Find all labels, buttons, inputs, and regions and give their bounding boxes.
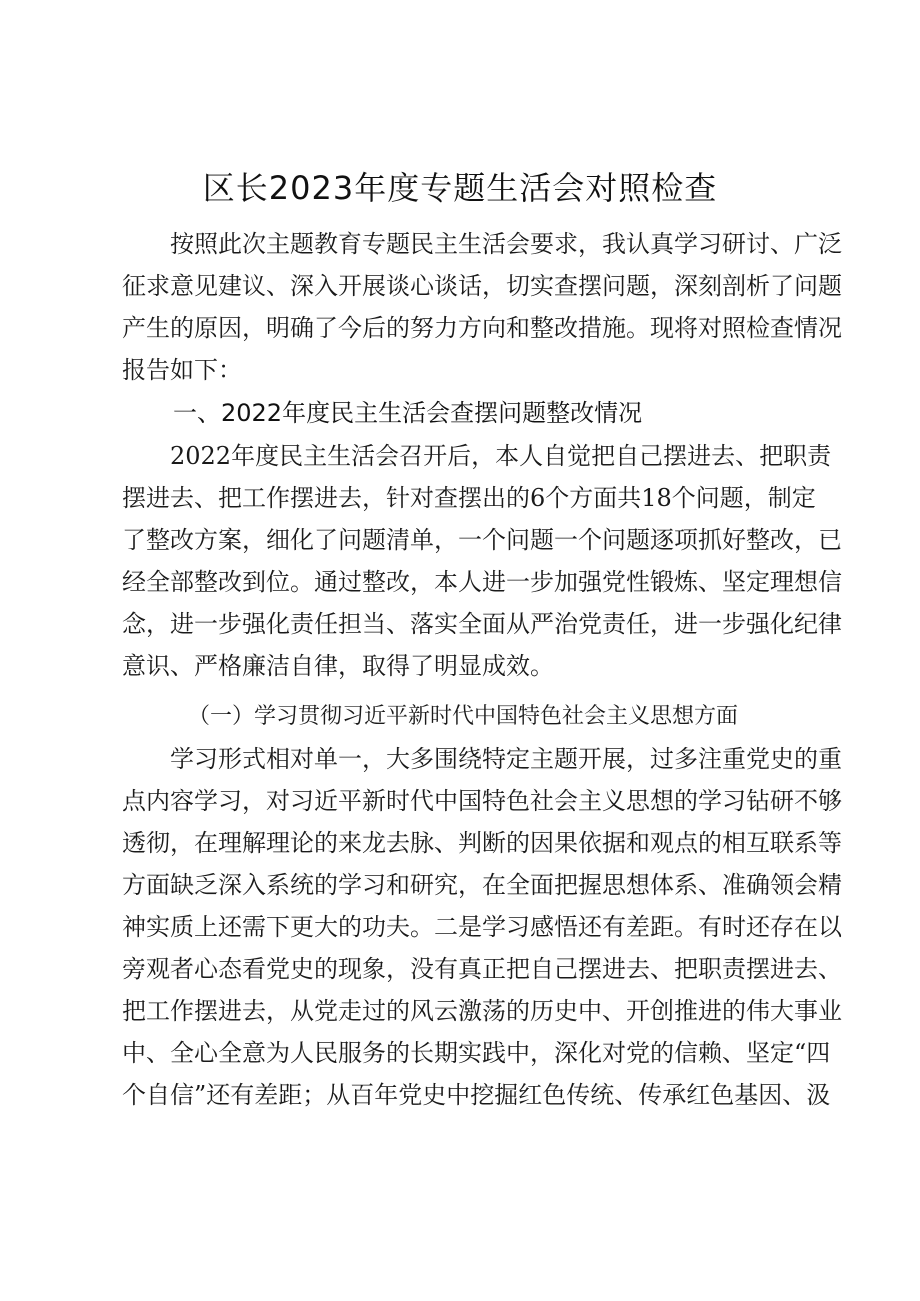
subsection-1-heading: （一）学习贯彻习近平新时代中国特色社会主义思想方面 (188, 704, 739, 729)
intro-line-2: 征求意见建议、深入开展谈心谈话，切实查摆问题，深刻剖析了问题 (122, 272, 842, 300)
intro-line-3: 产生的原因，明确了今后的努力方向和整改措施。现将对照检查情况 (122, 314, 842, 342)
subsection-1-line-1: 学习形式相对单一，大多围绕特定主题开展，过多注重党史的重 (170, 745, 842, 773)
section-1-line-4: 经全部整改到位。通过整改，本人进一步加强党性锻炼、坚定理想信 (122, 568, 842, 596)
subsection-1-line-9: 个自信”还有差距；从百年党史中挖掘红色传统、传承红色基因、汲 (122, 1081, 831, 1109)
section-1-heading: 一、2022年度民主生活会查摆问题整改情况 (173, 399, 643, 427)
subsection-1-line-8: 中、全心全意为人民服务的长期实践中，深化对党的信赖、坚定“四 (122, 1039, 831, 1067)
document-title: 区长2023年度专题生活会对照检查 (202, 169, 718, 207)
subsection-1-line-7: 把工作摆进去，从党走过的风云激荡的历史中、开创推进的伟大事业 (122, 997, 842, 1025)
section-1-line-1: 2022年度民主生活会召开后，本人自觉把自己摆进去、把职责 (170, 442, 832, 470)
subsection-1-line-6: 旁观者心态看党史的现象，没有真正把自己摆进去、把职责摆进去、 (122, 955, 842, 983)
intro-line-4: 报告如下： (122, 356, 242, 384)
section-1-line-3: 了整改方案，细化了问题清单，一个问题一个问题逐项抓好整改，已 (122, 526, 842, 554)
subsection-1-line-4: 方面缺乏深入系统的学习和研究，在全面把握思想体系、准确领会精 (122, 871, 842, 899)
section-1-line-5: 念，进一步强化责任担当、落实全面从严治党责任，进一步强化纪律 (122, 610, 842, 638)
subsection-1-line-3: 透彻，在理解理论的来龙去脉、判断的因果依据和观点的相互联系等 (122, 829, 842, 857)
section-1-line-2: 摆进去、把工作摆进去，针对查摆出的6个方面共18个问题，制定 (122, 484, 816, 512)
intro-line-1: 按照此次主题教育专题民主生活会要求，我认真学习研讨、广泛 (170, 230, 842, 258)
section-1-line-6: 意识、严格廉洁自律，取得了明显成效。 (122, 652, 554, 680)
subsection-1-line-5: 神实质上还需下更大的功夫。二是学习感悟还有差距。有时还存在以 (122, 913, 842, 941)
subsection-1-line-2: 点内容学习，对习近平新时代中国特色社会主义思想的学习钻研不够 (122, 787, 842, 815)
